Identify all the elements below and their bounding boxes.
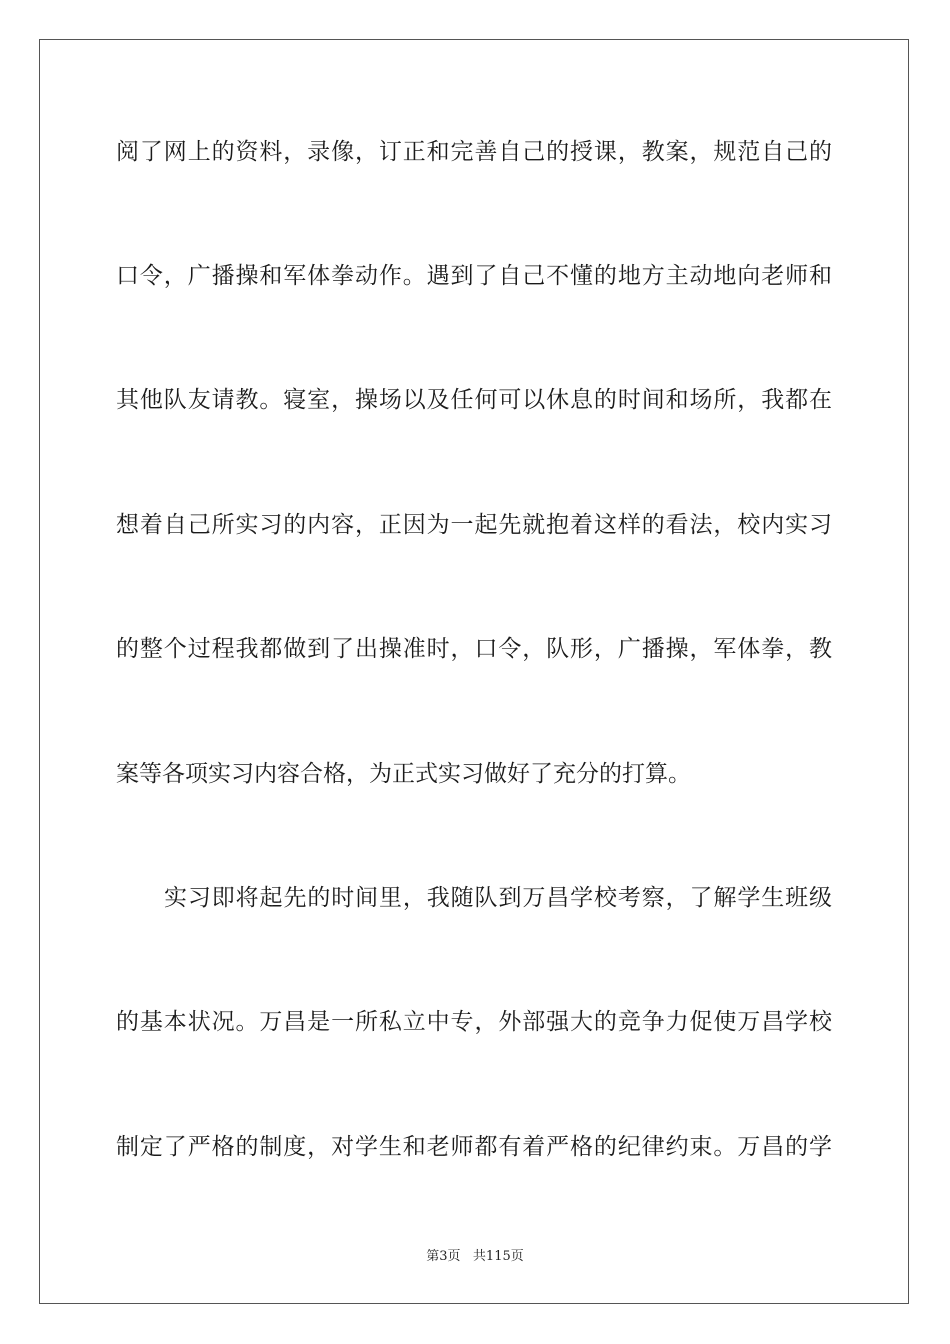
body-text-line-3: 其他队友请教。寝室，操场以及任何可以休息的时间和场所，我都在 (116, 387, 832, 413)
body-text-line-2: 口令，广播操和军体拳动作。遇到了自己不懂的地方主动地向老师和 (116, 263, 832, 289)
body-text-line-5: 的整个过程我都做到了出操准时，口令，队形，广播操，军体拳，教 (116, 636, 832, 662)
body-text-line-4: 想着自己所实习的内容，正因为一起先就抱着这样的看法，校内实习 (116, 512, 832, 538)
page-border (39, 39, 909, 1304)
body-text-line-7: 实习即将起先的时间里，我随队到万昌学校考察，了解学生班级 (164, 885, 832, 911)
body-text-line-9: 制定了严格的制度，对学生和老师都有着严格的纪律约束。万昌的学 (116, 1134, 832, 1160)
page-total: 共115页 (472, 1249, 524, 1264)
page-number: 第3页 (426, 1249, 461, 1264)
body-text-line-1: 阅了网上的资料，录像，订正和完善自己的授课，教案，规范自己的 (116, 139, 832, 165)
body-text-line-8: 的基本状况。万昌是一所私立中专，外部强大的竞争力促使万昌学校 (116, 1009, 832, 1035)
body-text-line-6: 案等各项实习内容合格，为正式实习做好了充分的打算。 (116, 761, 691, 787)
page-footer (0, 1245, 950, 1264)
